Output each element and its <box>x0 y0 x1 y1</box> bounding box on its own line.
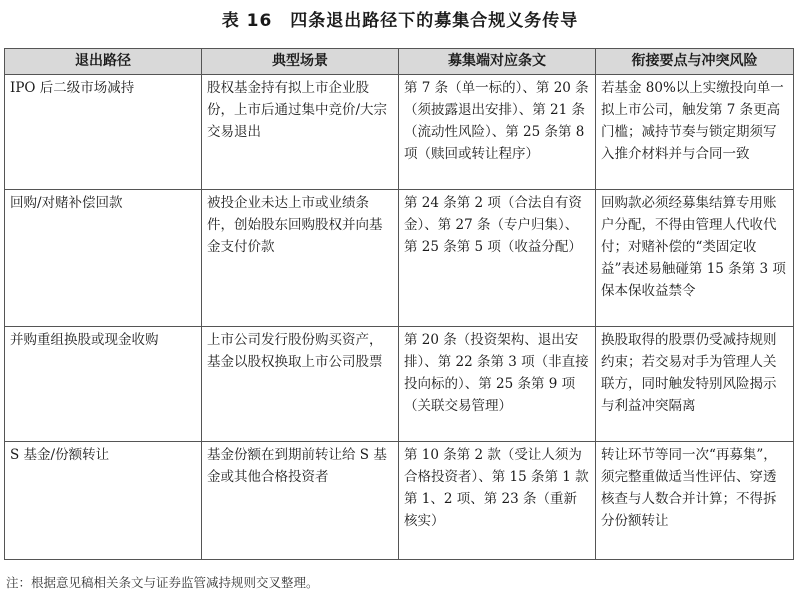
cell-scenario: 股权基金持有拟上市企业股份，上市后通过集中竞价/大宗交易退出 <box>202 75 399 190</box>
cell-clauses: 第 20 条（投资架构、退出安排）、第 22 条第 3 项（非直接投向标的）、第 25 条第 9 项（关联交易管理） <box>399 327 596 442</box>
cell-exit-path: S 基金/份额转让 <box>5 442 202 560</box>
header-clauses: 募集端对应条文 <box>399 49 596 75</box>
exit-path-table <box>4 48 794 560</box>
cell-risk: 换股取得的股票仍受减持规则约束；若交易对手为管理人关联方，同时触发特别风险揭示与利益冲突隔离 <box>596 327 794 442</box>
table-row <box>5 442 794 560</box>
header-risk: 衔接要点与冲突风险 <box>596 49 794 75</box>
cell-clauses: 第 24 条第 2 项（合法自有资金）、第 27 条（专户归集）、第 25 条第 5 项（收益分配） <box>399 190 596 327</box>
cell-scenario: 上市公司发行股份购买资产，基金以股权换取上市公司股票 <box>202 327 399 442</box>
cell-clauses: 第 10 条第 2 款（受让人须为合格投资者）、第 15 条第 1 款第 1、2 项、第 23 条（重新核实） <box>399 442 596 560</box>
table-header-row <box>5 49 794 75</box>
table-row <box>5 190 794 327</box>
cell-exit-path: IPO 后二级市场减持 <box>5 75 202 190</box>
header-scenario: 典型场景 <box>202 49 399 75</box>
cell-scenario: 被投企业未达上市或业绩条件，创始股东回购股权并向基金支付价款 <box>202 190 399 327</box>
cell-scenario: 基金份额在到期前转让给 S 基金或其他合格投资者 <box>202 442 399 560</box>
cell-exit-path: 回购/对赌补偿回款 <box>5 190 202 327</box>
table-note: 注：根据意见稿相关条文与证券监管减持规则交叉整理。 <box>6 575 319 590</box>
header-exit-path: 退出路径 <box>5 49 202 75</box>
cell-exit-path: 并购重组换股或现金收购 <box>5 327 202 442</box>
table-row <box>5 327 794 442</box>
table-title: 表 16 四条退出路径下的募集合规义务传导 <box>221 11 579 31</box>
cell-risk: 回购款必须经募集结算专用账户分配，不得由管理人代收代付；对赌补偿的“类固定收益”表述易触碰第 15 条第 3 项保本保收益禁令 <box>596 190 794 327</box>
cell-risk: 若基金 80%以上实缴投向单一拟上市公司，触发第 7 条更高门槛；减持节奏与锁定期须写入推介材料并与合同一致 <box>596 75 794 190</box>
cell-risk: 转让环节等同一次“再募集”，须完整重做适当性评估、穿透核查与人数合并计算；不得拆分份额转让 <box>596 442 794 560</box>
cell-clauses: 第 7 条（单一标的）、第 20 条（须披露退出安排）、第 21 条（流动性风险）、第 25 条第 8 项（赎回或转让程序） <box>399 75 596 190</box>
table-row <box>5 75 794 190</box>
